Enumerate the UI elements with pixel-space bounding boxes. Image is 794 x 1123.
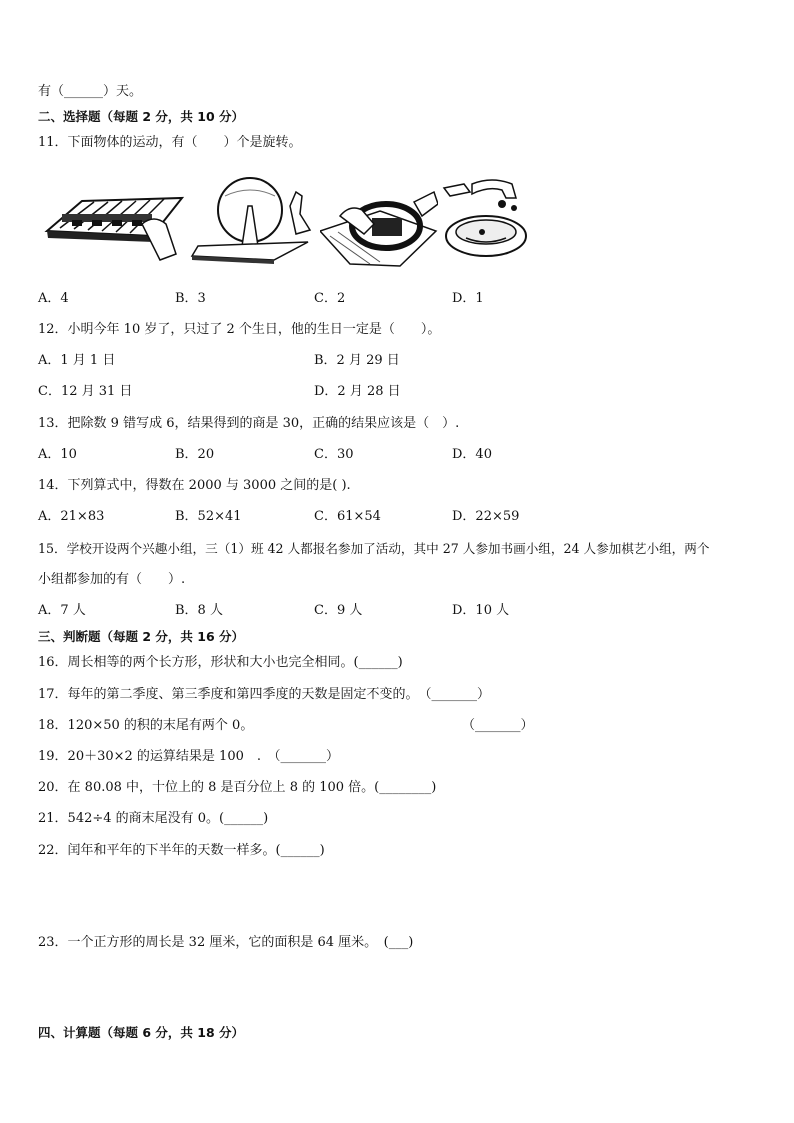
q15-stem-line1: 15．学校开设两个兴趣小组，三（1）班 42 人都报名参加了活动，其中 27 人参加书画小组，24 人参加棋艺小组，两个 xyxy=(38,541,710,556)
q14-stem: 14．下列算式中，得数在 2000 与 3000 之间的是( ). xyxy=(38,478,351,493)
section3-heading: 三、判断题（每题 2 分，共 16 分） xyxy=(38,629,245,644)
q22-item: 22．闰年和平年的下半年的天数一样多。(______) xyxy=(38,843,325,858)
q15-option-b: B．8 人 xyxy=(175,603,223,618)
intro-line: 有（______）天。 xyxy=(38,84,143,99)
q15-option-c: C．9 人 xyxy=(314,603,363,618)
q15-option-a: A．7 人 xyxy=(38,603,86,618)
section2-heading: 二、选择题（每题 2 分，共 10 分） xyxy=(38,109,245,124)
globe-illustration xyxy=(190,176,320,268)
q13-option-c: C．30 xyxy=(314,447,354,462)
q14-option-a: A．21×83 xyxy=(38,509,105,524)
q13-option-d: D．40 xyxy=(452,447,492,462)
abacus-illustration xyxy=(42,176,187,268)
q11-illustrations xyxy=(42,176,532,268)
q15-option-d: D．10 人 xyxy=(452,603,510,618)
section4-heading: 四、计算题（每题 6 分，共 18 分） xyxy=(38,1025,245,1040)
q18-blank: （_______） xyxy=(462,718,534,733)
steering-wheel-illustration xyxy=(320,176,438,268)
q11-option-d: D．1 xyxy=(452,291,484,306)
q12-option-d: D．2 月 28 日 xyxy=(314,384,401,399)
q16-item: 16．周长相等的两个长方形，形状和大小也完全相同。(______) xyxy=(38,655,403,670)
q13-stem: 13．把除数 9 错写成 6，结果得到的商是 30，正确的结果应该是（ ）. xyxy=(38,416,460,431)
q12-option-a: A．1 月 1 日 xyxy=(38,353,116,368)
q12-option-b: B．2 月 29 日 xyxy=(314,353,400,368)
q11-option-b: B．3 xyxy=(175,291,206,306)
q14-option-d: D．22×59 xyxy=(452,509,520,524)
q11-option-a: A．4 xyxy=(38,291,69,306)
q12-stem: 12．小明今年 10 岁了，只过了 2 个生日，他的生日一定是（ ）。 xyxy=(38,322,441,337)
q20-item: 20．在 80.08 中，十位上的 8 是百分位上 8 的 100 倍。(________) xyxy=(38,780,437,795)
q15-stem-line2: 小组都参加的有（ ）. xyxy=(38,572,186,587)
q12-option-c: C．12 月 31 日 xyxy=(38,384,133,399)
q13-option-a: A．10 xyxy=(38,447,77,462)
q11-stem: 11．下面物体的运动，有（ ）个是旋转。 xyxy=(38,135,302,150)
q14-option-c: C．61×54 xyxy=(314,509,381,524)
q13-option-b: B．20 xyxy=(175,447,215,462)
sink-faucet-illustration xyxy=(442,176,532,268)
q14-option-b: B．52×41 xyxy=(175,509,242,524)
q21-item: 21．542÷4 的商末尾没有 0。(______) xyxy=(38,811,269,826)
q19-item: 19．20＋30×2 的运算结果是 100 . （_______） xyxy=(38,749,339,764)
q18-item: 18．120×50 的积的末尾有两个 0。 xyxy=(38,718,254,733)
q11-option-c: C．2 xyxy=(314,291,346,306)
q17-item: 17．每年的第二季度、第三季度和第四季度的天数是固定不变的。 （_______） xyxy=(38,687,491,702)
q23-item: 23．一个正方形的周长是 32 厘米，它的面积是 64 厘米。 (___) xyxy=(38,935,414,950)
